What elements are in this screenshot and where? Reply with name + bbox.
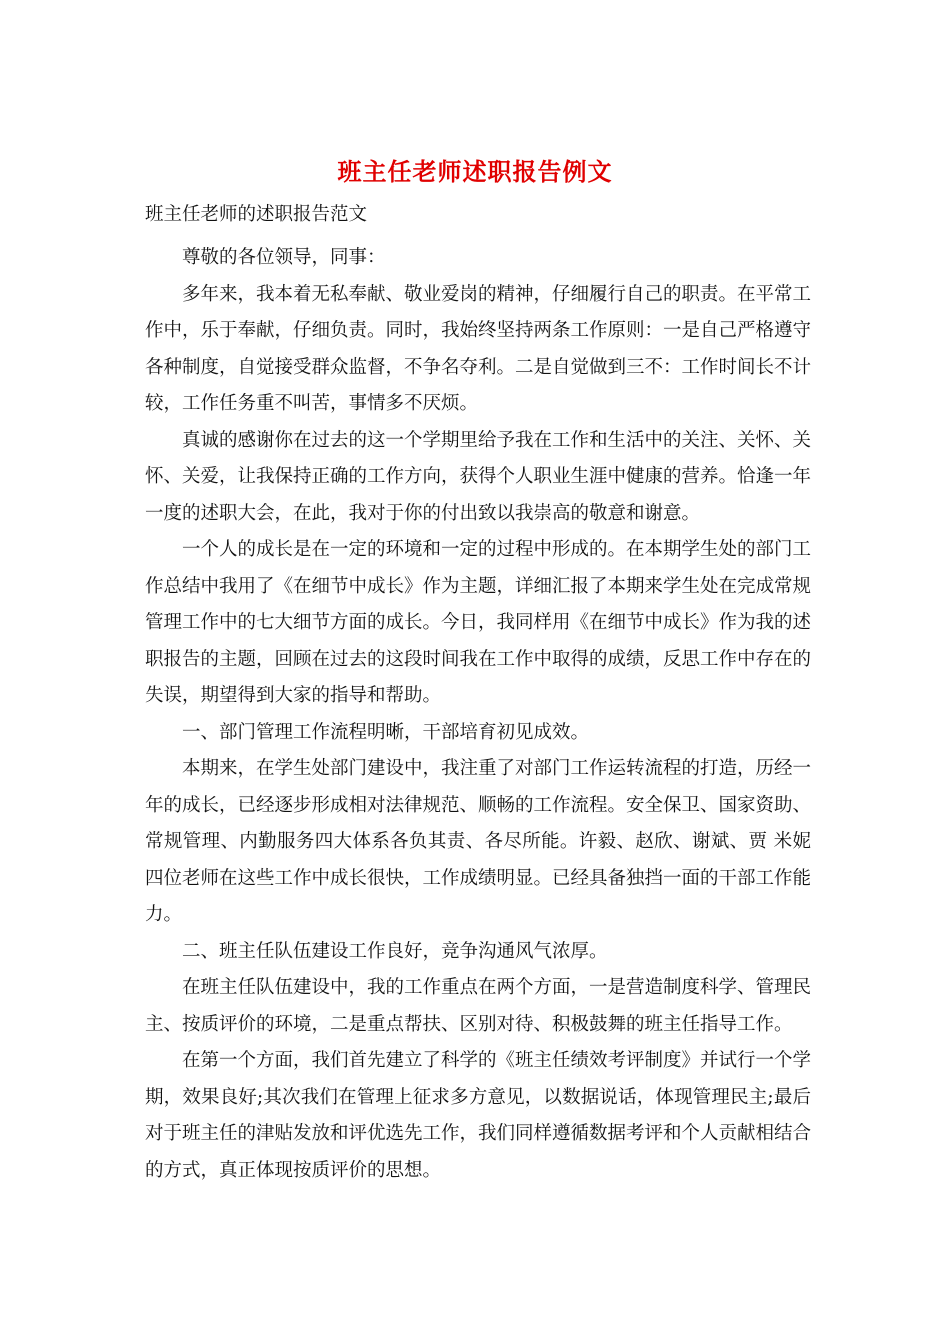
document-body bbox=[145, 240, 811, 1189]
section-heading: 二、班主任队伍建设工作良好，竞争沟通风气浓厚。 bbox=[182, 940, 608, 962]
paragraph: 真诚的感谢你在过去的这一个学期里给予我在工作和生活中的关注、关怀、关怀、关爱，让我保持正确的工作方向，获得个人职业生涯中健康的营养。恰逢一年一度的述职大会，在此，我对于你的付出致以我崇高的敬意和谢意。 bbox=[145, 429, 812, 524]
paragraph: 在班主任队伍建设中，我的工作重点在两个方面，一是营造制度科学、管理民主、按质评价的环境，二是重点帮扶、区别对待、积极鼓舞的班主任指导工作。 bbox=[145, 977, 812, 1035]
document-subtitle: 班主任老师的述职报告范文 bbox=[145, 204, 368, 225]
paragraph: 一个人的成长是在一定的环境和一定的过程中形成的。在本期学生处的部门工作总结中我用了《在细节中成长》作为主题，详细汇报了本期来学生处在完成常规管理工作中的七大细节方面的成长。今日，我同样用《在细节中成长》作为我的述职报告的主题，回顾在过去的这段时间我在工作中取得的成绩，反思工作中存在的失误，期望得到大家的指导和帮助。 bbox=[145, 539, 812, 706]
paragraph-salutation: 尊敬的各位领导，同事： bbox=[182, 247, 386, 268]
section-heading: 一、部门管理工作流程明晰，干部培育初见成效。 bbox=[182, 721, 590, 743]
paragraph: 在第一个方面，我们首先建立了科学的《班主任绩效考评制度》并试行一个学期，效果良好;其次我们在管理上征求多方意见，以数据说话，体现管理民主;最后对于班主任的津贴发放和评优选先工作，我们同样遵循数据考评和个人贡献相结合的方式，真正体现按质评价的思想。 bbox=[145, 1050, 812, 1181]
paragraph: 多年来，我本着无私奉献、敬业爱岗的精神，仔细履行自己的职责。在平常工作中，乐于奉献，仔细负责。同时，我始终坚持两条工作原则：一是自己严格遵守各种制度，自觉接受群众监督，不争名夺利。二是自觉做到三不：工作时间长不计较，工作任务重不叫苦，事情多不厌烦。 bbox=[145, 283, 812, 414]
document-title: 班主任老师述职报告例文 bbox=[337, 157, 613, 186]
paragraph: 本期来，在学生处部门建设中，我注重了对部门工作运转流程的打造，历经一年的成长，已经逐步形成相对法律规范、顺畅的工作流程。安全保卫、国家资助、常规管理、内勤服务四大体系各负其责、各尽所能。许毅、赵欣、谢斌、贾 米妮四位老师在这些工作中成长很快，工作成绩明显。已经具备独挡一面的干部工作能力。 bbox=[145, 758, 812, 925]
